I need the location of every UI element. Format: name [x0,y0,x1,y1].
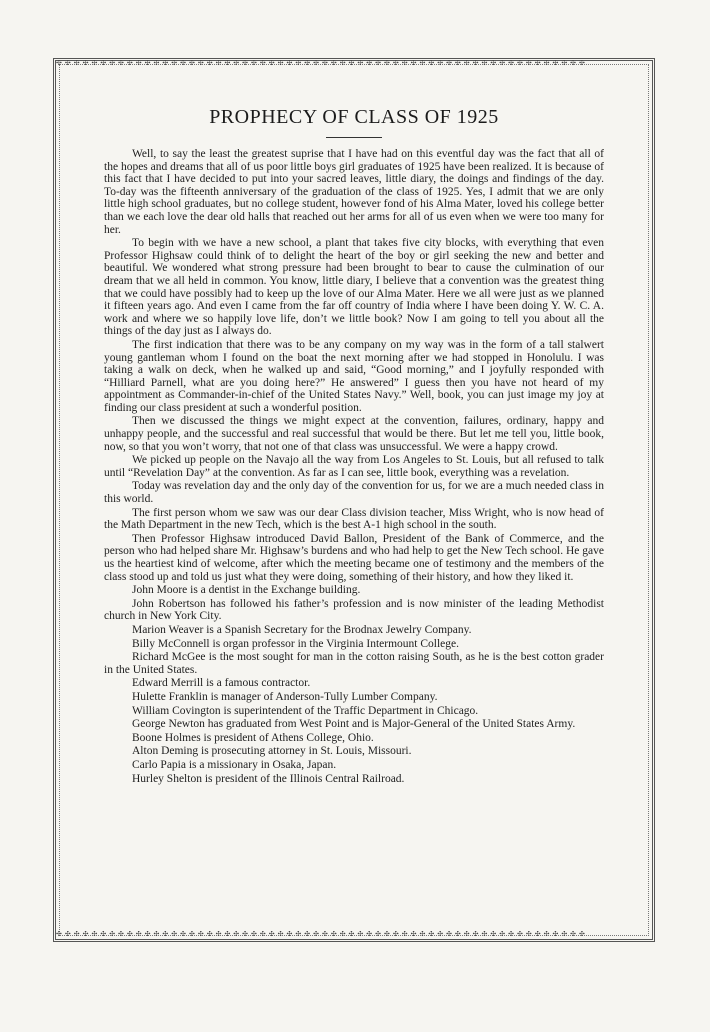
paragraph: Then Professor Highsaw introduced David Ballon, President of the Bank of Commerce, and the person who had helped share Mr. Highsaw’s burdens and who had help to get the New Tech school. He gave us the heartiest kind of welcome, after which the meeting became one of testimony and the members of the class stood up and told us just what they were doing, something of their history, and how they liked it. [104,532,604,583]
paragraph: The first person whom we saw was our dear Class division teacher, Miss Wright, who is now head of the Math Department in the new Tech, which is the best A-1 high school in the south. [104,506,604,532]
paragraph: George Newton has graduated from West Point and is Major-General of the United States Army. [132,718,576,731]
paragraph: Boone Holmes is president of Athens College, Ohio. [132,731,374,744]
paragraph: Edward Merrill is a famous contractor. [132,677,311,690]
page-content [104,104,604,785]
paragraph: Richard McGee is the most sought for man in the cotton raising South, as he is the best cotton grader in the United States. [104,651,604,676]
paragraph: Hurley Shelton is president of the Illinois Central Railroad. [132,772,405,785]
paragraph: Carlo Papia is a missionary in Osaka, Japan. [132,758,337,771]
top-ornament-row: ✣✣✣✣✣✣✣✣✣✣✣✣✣✣✣✣✣✣✣✣✣✣✣✣✣✣✣✣✣✣✣✣✣✣✣✣✣✣✣✣✣✣✣✣✣✣✣✣✣✣✣✣✣✣✣✣✣✣✣✣ [56,60,588,67]
paragraph: Then we discussed the things we might expect at the convention, failures, ordinary, happy and unhappy people, and the successful and real successful that would be there. But let me tell you, little book, now, so that you won’t worry, that not one of that class was unsuccessful. We were a happy crowd. [104,415,604,453]
paragraph: Billy McConnell is organ professor in the Virginia Intermount College. [132,637,460,650]
paragraph: Today was revelation day and the only day of the convention for us, for we are a much needed class in this world. [104,480,604,506]
paragraph: John Moore is a dentist in the Exchange building. [132,584,361,597]
prophecy-body [104,148,604,785]
paragraph: Well, to say the least the greatest suprise that I have had on this eventful day was the fact that all of the hopes and dreams that all of us poor little boys girl graduates of 1925 have been realized. It is because of this fact that I have decided to put into your sacred leaves, little diary, the doings and findings of the day. To-day was the fifteenth anniversary of the graduation of the class of 1925. Yes, I admit that we are only little high school graduates, but no college student, however fond of his Alma Mater, loved his college better than we each love the dear old halls that reached out her arms for all of us even when we were too many for her. [104,148,604,236]
paragraph: Marion Weaver is a Spanish Secretary for the Brodnax Jewelry Company. [132,623,472,636]
title-rule [326,137,382,138]
paragraph: We picked up people on the Navajo all the way from Los Angeles to St. Louis, but all refused to talk until “Revelation Day” at the convention. As far as I can see, little book, everything was a revelation. [104,454,604,479]
bottom-ornament-row: ✣✣✣✣✣✣✣✣✣✣✣✣✣✣✣✣✣✣✣✣✣✣✣✣✣✣✣✣✣✣✣✣✣✣✣✣✣✣✣✣✣✣✣✣✣✣✣✣✣✣✣✣✣✣✣✣✣✣✣✣ [56,931,588,938]
paragraph: To begin with we have a new school, a plant that takes five city blocks, with everything that even Professor Highsaw could think of to delight the heart of the boy or girl seeking the new and better and beautiful. We wondered what strong pressure had been brought to bear to cause the culmination of our dream that we all held in common. You know, little diary, I believe that a convention was the greatest thing that we could have possibly had to keep up the love of our Alma Mater. Here we all were just as we planned it fifteen years ago. And even I came from the far off country of India where I have been doing Y. W. C. A. work and where we so happily love life, don’t we little book? Now I am going to tell you about all the things of the day just as I always do. [104,237,604,338]
paragraph: The first indication that there was to be any company on my way was in the form of a tall stalwert young gantleman whom I found on the boat the next morning after we had stopped in Honolulu. I was taking a walk on deck, when he walked up and said, “Good morning,” and I joyfully responded with “Hilliard Parnell, what are you doing here?” He answered” I guess then you have not heard of my appointment as Commander-in-chief of the United States Navy.” Well, book, you can just image my joy at finding our class president at such a wonderful position. [104,338,604,414]
paragraph: Hulette Franklin is manager of Anderson-Tully Lumber Company. [132,690,438,703]
paragraph: Alton Deming is prosecuting attorney in St. Louis, Missouri. [132,745,412,758]
paragraph: William Covington is superintendent of the Traffic Department in Chicago. [132,704,479,717]
paragraph: John Robertson has followed his father’s profession and is now minister of the leading Methodist church in New York City. [104,597,604,623]
page-title: PROPHECY OF CLASS OF 1925 [209,106,499,128]
